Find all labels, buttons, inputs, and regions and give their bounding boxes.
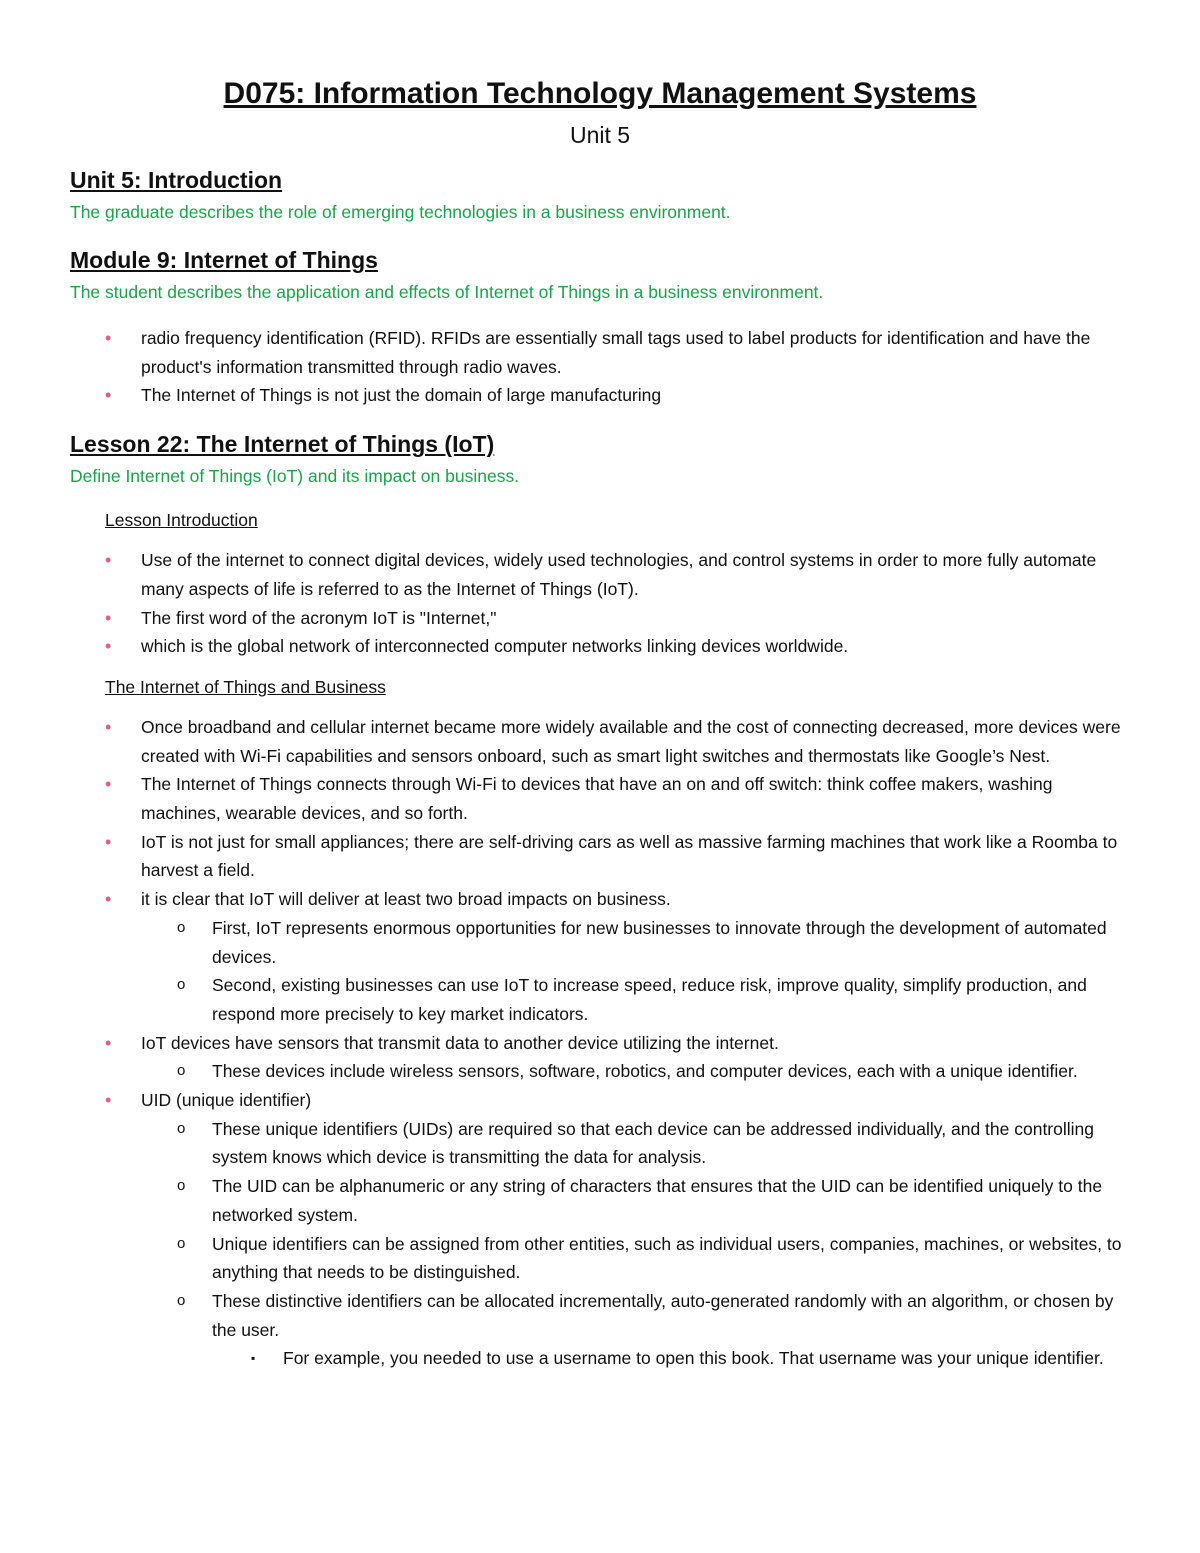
- list-item-text: Use of the internet to connect digital devices, widely used technologies, and control systems in order to more fully automate many aspects of life is referred to as the Internet of Things (IoT).: [141, 550, 1097, 599]
- list-item: [141, 1230, 1130, 1287]
- circle-bullet-icon: o: [177, 1119, 186, 1137]
- bullet-icon: •: [105, 328, 112, 348]
- module-bullet-list: [70, 324, 1130, 410]
- bullet-icon: •: [105, 550, 112, 571]
- list-item-text: The Internet of Things is not just the domain of large manufacturing: [141, 385, 662, 406]
- list-item-text: which is the global network of interconnected computer networks linking devices worldwide.: [141, 636, 849, 657]
- list-item: [70, 713, 1130, 770]
- list-item: [70, 632, 1130, 661]
- bullet-icon: •: [105, 1090, 112, 1111]
- lesson-intro-heading: Lesson Introduction: [105, 510, 258, 531]
- circle-bullet-icon: o: [177, 1234, 186, 1252]
- bullet-icon: •: [105, 889, 112, 910]
- list-item-text: Unique identifiers can be assigned from other entities, such as individual users, companies, machines, or websites, to anything that needs to be distinguished.: [212, 1233, 1122, 1283]
- list-item: [70, 324, 1130, 381]
- list-item-text: it is clear that IoT will deliver at least two broad impacts on business.: [141, 889, 671, 910]
- list-item-text: For example, you needed to use a username to open this book. That username was your unique identifier.: [283, 1348, 1104, 1369]
- module-heading: Module 9: Internet of Things: [70, 247, 378, 273]
- list-item: [141, 971, 1130, 1028]
- list-item-text: IoT is not just for small appliances; there are self-driving cars as well as massive farming machines that work like a Roomba to harvest a field.: [141, 831, 1118, 881]
- list-item-text: Once broadband and cellular internet became more widely available and the cost of connecting decreased, more devices were created with Wi-Fi capabilities and sensors onboard, such as smart light switches and thermostats like Google’s Nest.: [141, 716, 1121, 766]
- bullet-icon: •: [105, 774, 112, 795]
- list-item: [70, 1029, 1130, 1086]
- circle-bullet-icon: o: [177, 918, 186, 936]
- list-item-text: These distinctive identifiers can be allocated incrementally, auto-generated randomly with an algorithm, or chosen by the user.: [212, 1290, 1114, 1340]
- sub-sub-list: [212, 1344, 1130, 1373]
- sub-list: [141, 914, 1130, 1029]
- list-item: [70, 1086, 1130, 1373]
- bullet-icon: •: [105, 607, 112, 628]
- list-item-text: These unique identifiers (UIDs) are required so that each device can be addressed individually, and the controlling system knows which device is transmitting the data for analysis.: [212, 1118, 1094, 1168]
- list-item-text: First, IoT represents enormous opportunities for new businesses to innovate through the development of automated devices.: [212, 917, 1107, 967]
- unit-objective: The graduate describes the role of emerging technologies in a business environment.: [70, 202, 731, 222]
- list-item: [141, 1172, 1130, 1229]
- bullet-icon: •: [105, 385, 112, 406]
- list-item-text: These devices include wireless sensors, software, robotics, and computer devices, each with a unique identifier.: [212, 1061, 1078, 1082]
- lesson-objective: Define Internet of Things (IoT) and its impact on business.: [70, 466, 520, 487]
- list-item: [141, 1115, 1130, 1172]
- list-item-text: Second, existing businesses can use IoT to increase speed, reduce risk, improve quality, simplify production, and respond more precisely to key market indicators.: [212, 975, 1087, 1024]
- list-item: [141, 1287, 1130, 1373]
- list-item: [70, 604, 1130, 633]
- list-item: [70, 885, 1130, 1029]
- list-item-text: The Internet of Things connects through Wi-Fi to devices that have an on and off switch: think coffee makers, washing machines, wearable devices, and so forth.: [141, 774, 1053, 824]
- list-item: [141, 914, 1130, 971]
- circle-bullet-icon: o: [177, 976, 186, 994]
- circle-bullet-icon: o: [177, 1062, 186, 1080]
- document-subtitle: Unit 5: [569, 122, 631, 148]
- list-item-text: The first word of the acronym IoT is "Internet,": [141, 607, 497, 628]
- bullet-icon: •: [105, 831, 112, 852]
- list-item: [70, 770, 1130, 827]
- business-list: [70, 713, 1130, 1373]
- list-item-text: IoT devices have sensors that transmit data to another device utilizing the internet.: [141, 1032, 779, 1053]
- module-objective: The student describes the application and effects of Internet of Things in a business environment.: [70, 282, 824, 302]
- list-item: [70, 828, 1130, 885]
- sub-list: [141, 1057, 1130, 1086]
- sub-list: [141, 1115, 1130, 1373]
- circle-bullet-icon: o: [177, 1177, 186, 1195]
- square-bullet-icon: ▪: [251, 1351, 256, 1366]
- bullet-icon: •: [105, 1032, 112, 1053]
- list-item: [70, 381, 1130, 410]
- list-item: [70, 546, 1130, 603]
- bullet-icon: •: [105, 716, 112, 737]
- unit-heading: Unit 5: Introduction: [70, 167, 283, 193]
- list-item: [212, 1344, 1130, 1373]
- circle-bullet-icon: o: [177, 1291, 186, 1309]
- business-heading: The Internet of Things and Business: [105, 676, 386, 697]
- list-item-text: UID (unique identifier): [141, 1090, 312, 1111]
- lesson-heading: Lesson 22: The Internet of Things (IoT): [70, 431, 495, 458]
- bullet-icon: •: [105, 636, 112, 657]
- list-item-text: radio frequency identification (RFID). RFIDs are essentially small tags used to label products for identification and have the product's information transmitted through radio waves.: [141, 328, 1091, 377]
- document-title: D075: Information Technology Management Systems: [223, 77, 977, 110]
- lesson-intro-list: [70, 546, 1130, 661]
- list-item: [141, 1057, 1130, 1086]
- list-item-text: The UID can be alphanumeric or any string of characters that ensures that the UID can be identified uniquely to the networked system.: [212, 1176, 1103, 1225]
